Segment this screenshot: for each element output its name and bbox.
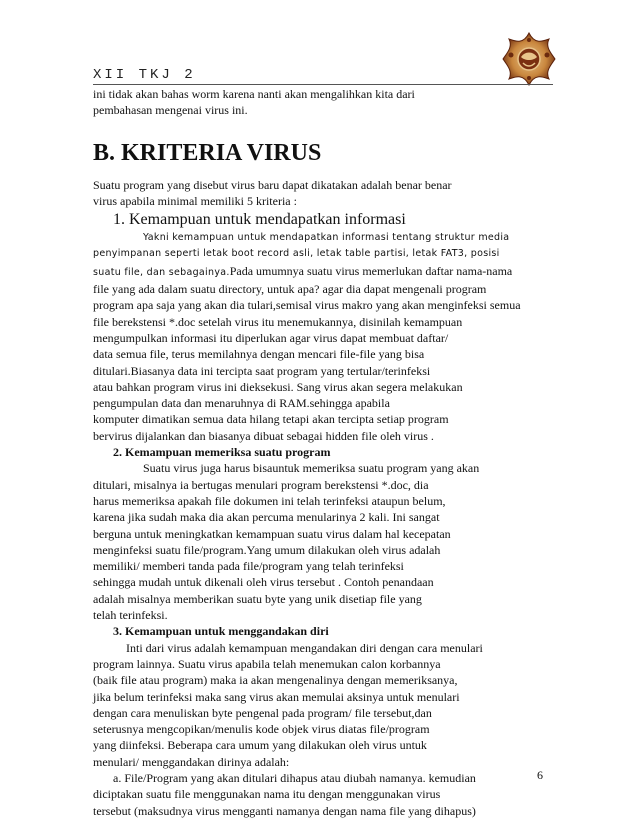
criteria-1-line: Yakni kemampuan untuk mendapatkan informasi tentang struktur media [143,232,510,244]
criteria-2-line: Suatu virus juga harus bisauntuk memeriksa suatu program yang akan [143,461,480,476]
criteria-1-line: bervirus dijalankan dan biasanya dibuat sebagai hidden file oleh virus . [93,428,434,443]
criteria-3-line: jika belum terinfeksi maka sang virus akan memulai aksinya untuk menulari [93,689,460,704]
criteria-1-line: penyimpanan seperti letak boot record asli, letak table partisi, letak FAT3, posisi [93,248,500,260]
criteria-1-heading: 1. Kemampuan untuk mendapatkan informasi [113,211,406,229]
criteria-3-line: seterusnya mengcopikan/menulis kode objek virus diatas file/program [93,722,430,737]
criteria-3-sub-a-line: tersebut (maksudnya virus mengganti namanya dengan nama file yang dihapus) [93,803,476,818]
document-body [93,86,563,819]
criteria-3-line: Inti dari virus adalah kemampuan mengandakan diri dengan cara menulari [126,640,483,655]
criteria-1-line-serif: Pada umumnya suatu virus memerlukan daftar nama-nama [229,263,513,278]
criteria-2-line: memiliki/ memberi tanda pada file/program yang telah terinfeksi [93,559,404,574]
criteria-3-line: dengan cara menuliskan byte pengenal pada program/ file tersebut,dan [93,705,432,720]
criteria-3-sub-a-line: diciptakan suatu file menggunakan nama itu dengan menggunakan virus [93,787,441,802]
criteria-2-line: adalah misalnya memberikan suatu byte yang unik disetiap file yang [93,591,422,606]
criteria-1-line [93,263,563,281]
criteria-1-line: ditulari.Biasanya data ini tercipta saat program yang tertular/terinfeksi [93,363,431,378]
section-intro-line: virus apabila minimal memiliki 5 kriteria : [93,193,297,208]
section-intro-line: Suatu program yang disebut virus baru dapat dikatakan adalah benar benar [93,177,452,192]
criteria-1-line: file berekstensi *.doc setelah virus itu menemukannya, disinilah kemampuan [93,314,463,329]
criteria-3-heading: 3. Kemampuan untuk menggandakan diri [113,624,329,639]
criteria-2-line: ditulari, misalnya ia bertugas menulari program berekstensi *.doc, dia [93,477,429,492]
criteria-1-line-sans: suatu file, dan sebagainya. [93,266,230,278]
criteria-2-line: berguna untuk meningkatkan kemampuan suatu virus dalam hal kecepatan [93,526,451,541]
criteria-2-line: harus memeriksa apakah file dokumen ini telah terinfeksi ataupun belum, [93,493,446,508]
criteria-1-line: atau bahkan program virus ini dieksekusi. Sang virus akan segera melakukan [93,379,463,394]
intro-line: ini tidak akan bahas worm karena nanti akan mengalihkan kita dari [93,87,415,101]
criteria-1-line: komputer dimatikan semua data hilang tetapi akan tercipta setiap program [93,412,449,427]
section-title: B. KRITERIA VIRUS [93,139,322,166]
criteria-1-line: mengumpulkan informasi itu diperlukan agar virus dapat membuat daftar/ [93,330,449,345]
intro-line: pembahasan mengenai virus ini. [93,103,248,118]
criteria-2-heading: 2. Kemampuan memeriksa suatu program [113,445,331,460]
criteria-3-line: program lainnya. Suatu virus apabila telah menemukan calon korbannya [93,656,441,671]
criteria-1-line: pengumpulan data dan menaruhnya di RAM.sehingga apabila [93,396,390,411]
criteria-3-line: yang diinfeksi. Beberapa cara umum yang dilakukan oleh virus untuk [93,738,427,753]
ornamental-emblem-icon [498,28,560,90]
criteria-2-line: sehingga mudah untuk dikenali oleh virus tersebut . Contoh penandaan [93,575,434,590]
criteria-1-line: program apa saja yang akan dia tulari,semisal virus makro yang akan menginfeksi semua [93,298,521,313]
criteria-1-line: data semua file, terus memilahnya dengan mencari file-file yang bisa [93,347,425,362]
criteria-3-sub-a: a. File/Program yang akan ditulari dihapus atau diubah namanya. kemudian [113,770,476,785]
document-header-title: XII TKJ 2 [93,67,196,83]
criteria-2-line: menginfeksi suatu file/program.Yang umum dilakukan oleh virus adalah [93,542,441,557]
header-divider [93,84,553,85]
criteria-3-line: menulari/ menggandakan dirinya adalah: [93,754,290,769]
criteria-2-line: telah terinfeksi. [93,608,168,623]
criteria-2-line: karena jika sudah maka dia akan percuma menularinya 2 kali. Ini sangat [93,510,440,525]
criteria-3-line: (baik file atau program) maka ia akan mengenalinya dengan memeriksanya, [93,673,458,688]
criteria-1-line: file yang ada dalam suatu directory, untuk apa? agar dia dapat mengenali program [93,282,487,297]
page-number: 6 [537,768,543,782]
